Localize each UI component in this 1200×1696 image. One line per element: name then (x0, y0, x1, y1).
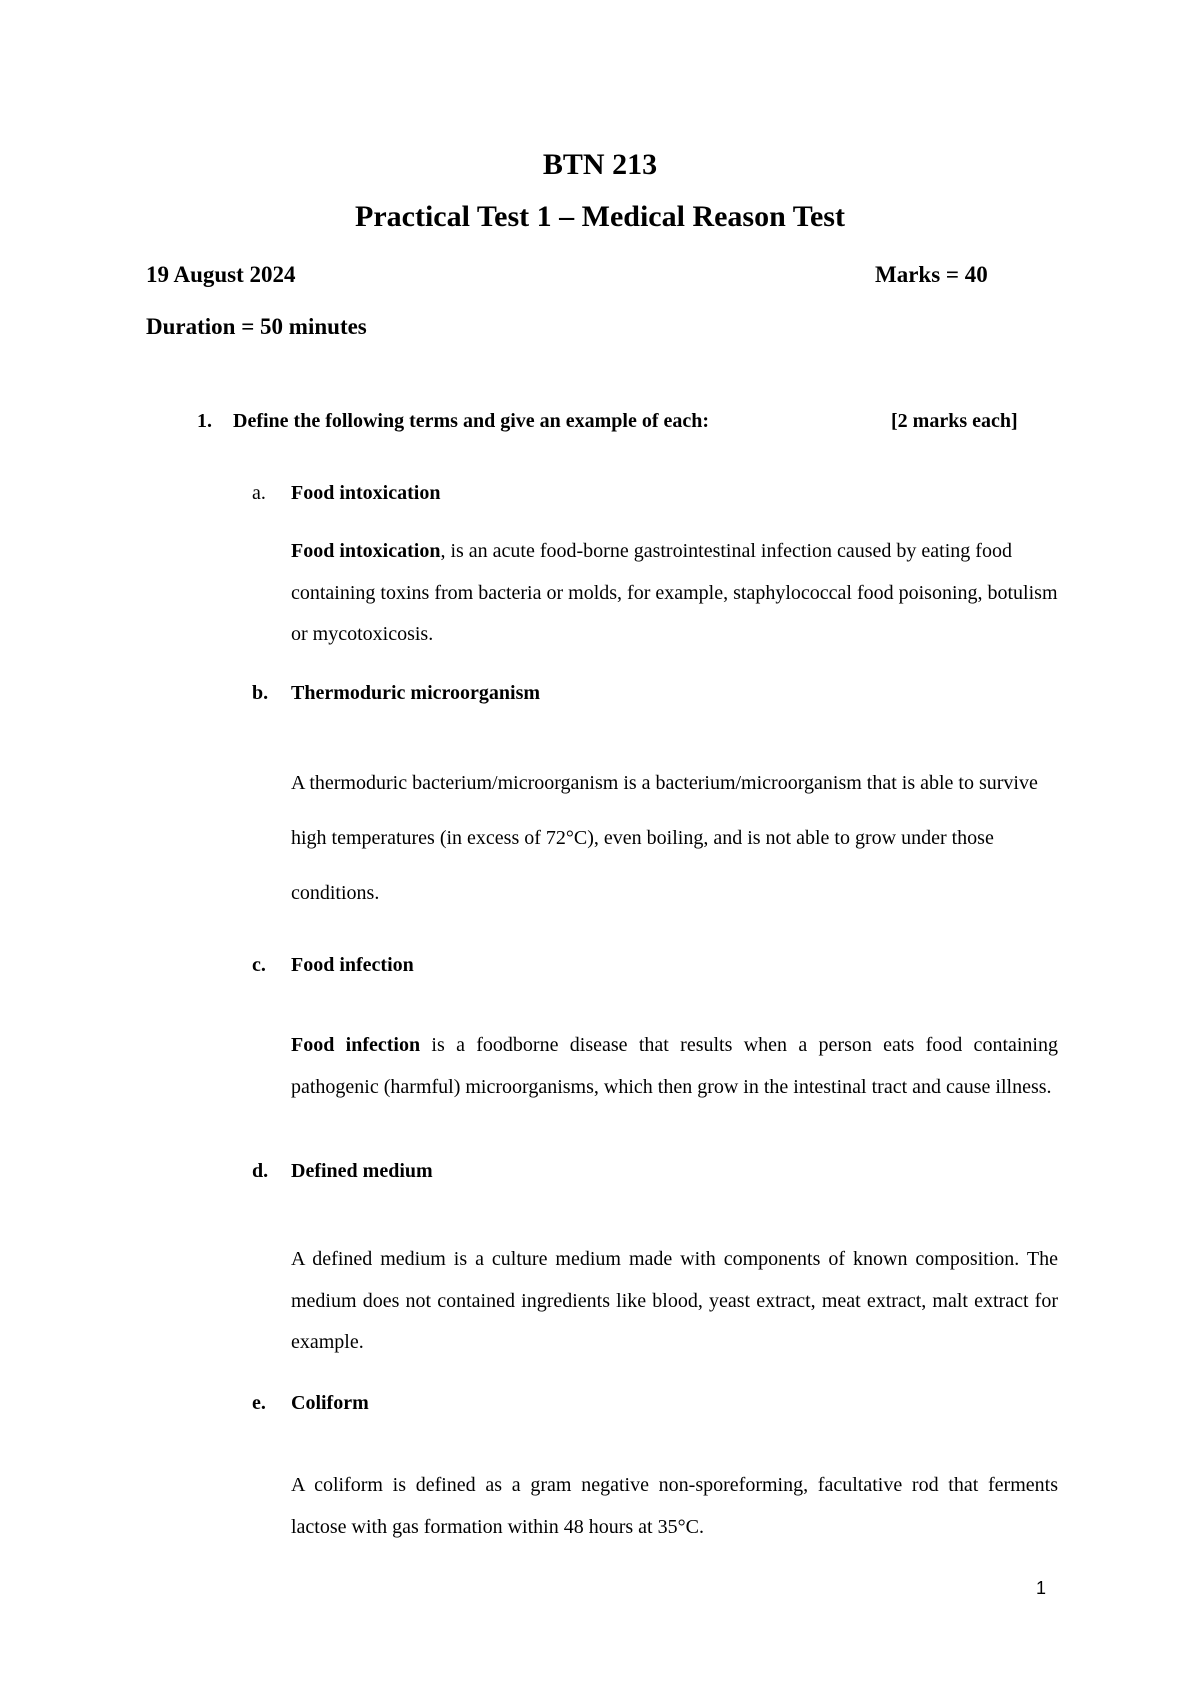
item-answer (291, 531, 1058, 656)
item-letter: c. (252, 954, 266, 976)
answer-text: is a foodborne disease that results when a person eats food containing pathogenic (harmful) microorganisms, which then grow in the intestinal tract and cause illness. (291, 1034, 1058, 1098)
total-marks: Marks = 40 (875, 262, 988, 287)
item-letter: e. (252, 1392, 266, 1414)
item-letter: b. (252, 682, 269, 704)
item-term: Thermoduric microorganism (291, 682, 541, 704)
question-instruction: Define the following terms and give an example of each: (233, 410, 710, 432)
item-term: Food infection (291, 954, 414, 976)
test-duration: Duration = 50 minutes (146, 314, 367, 339)
item-term: Defined medium (291, 1160, 433, 1182)
item-answer: A thermoduric bacterium/microorganism is a bacterium/microorganism that is able to survive high temperatures (in excess of 72°C), even boiling, and is not able to grow under those conditions. (291, 772, 1038, 904)
course-code: BTN 213 (542, 148, 658, 181)
answer-term: Food intoxication (291, 540, 441, 562)
answer-term: Food infection (291, 1034, 421, 1056)
question-marks: [2 marks each] (891, 410, 1018, 432)
test-date: 19 August 2024 (146, 262, 296, 287)
item-answer: A coliform is defined as a gram negative non-sporeforming, facultative rod that ferments lactose with gas formation within 48 hours at 35°C. (291, 1474, 1058, 1538)
page-number: 1 (1036, 1578, 1047, 1598)
item-term: Food intoxication (291, 482, 441, 504)
question-number: 1. (197, 410, 212, 432)
item-answer: A defined medium is a culture medium made with components of known composition. The medium does not contained ingredients like blood, yeast extract, meat extract, malt extract for example. (291, 1248, 1058, 1353)
answer-text: , is an acute food-borne gastrointestinal infection caused by eating food containing toxins from bacteria or molds, for example, staphylococcal food poisoning, botulism or mycotoxicosis. (291, 540, 1058, 645)
item-letter: d. (252, 1160, 269, 1182)
item-term: Coliform (291, 1392, 369, 1414)
item-answer (291, 1025, 1058, 1108)
test-title: Practical Test 1 – Medical Reason Test (355, 200, 845, 233)
item-letter: a. (252, 482, 266, 504)
